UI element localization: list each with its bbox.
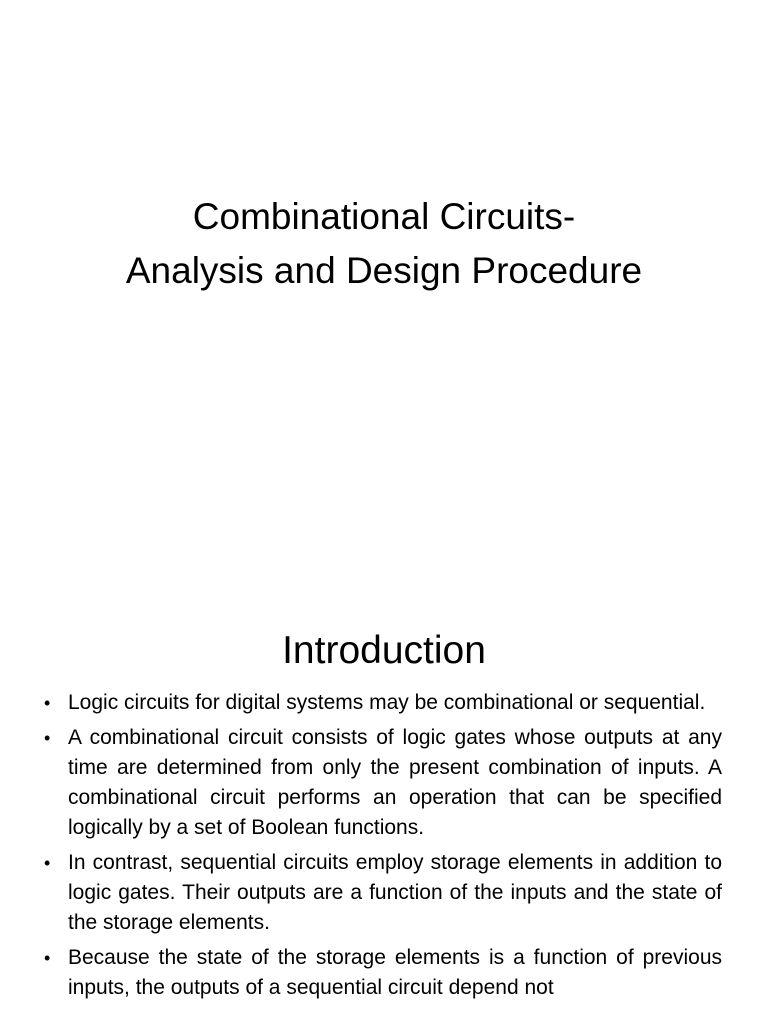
- bullet-dot-icon: •: [44, 728, 51, 748]
- slide-title-line-2: Analysis and Design Procedure: [125, 250, 643, 291]
- bullet-item: [42, 688, 722, 718]
- bullet-text: A combinational circuit consists of logic gates whose outputs at any time are determined from only the present combination of inputs. A combinational circuit performs an operation that can be specified logically by a set of Boolean functions.: [68, 726, 722, 839]
- bullet-dot-icon: •: [44, 853, 51, 873]
- bullet-item: [42, 943, 722, 1003]
- slide-title: [0, 190, 768, 298]
- bullet-item: [42, 848, 722, 938]
- bullet-text: Logic circuits for digital systems may be combinational or sequential.: [68, 691, 706, 714]
- bullet-dot-icon: •: [44, 948, 51, 968]
- introduction-slide: [0, 576, 768, 1024]
- bullet-item: [42, 723, 722, 843]
- slide-heading: Introduction: [282, 629, 486, 672]
- slide-title-line-1: Combinational Circuits-: [192, 196, 576, 237]
- bullet-text: In contrast, sequential circuits employ storage elements in addition to logic gates. Their outputs are a function of the inputs and the state of the storage elements.: [68, 851, 722, 934]
- bullet-dot-icon: •: [44, 693, 51, 713]
- bullet-text: Because the state of the storage elements is a function of previous inputs, the outputs of a sequential circuit depend not: [68, 946, 722, 999]
- bullet-list: [42, 688, 722, 1008]
